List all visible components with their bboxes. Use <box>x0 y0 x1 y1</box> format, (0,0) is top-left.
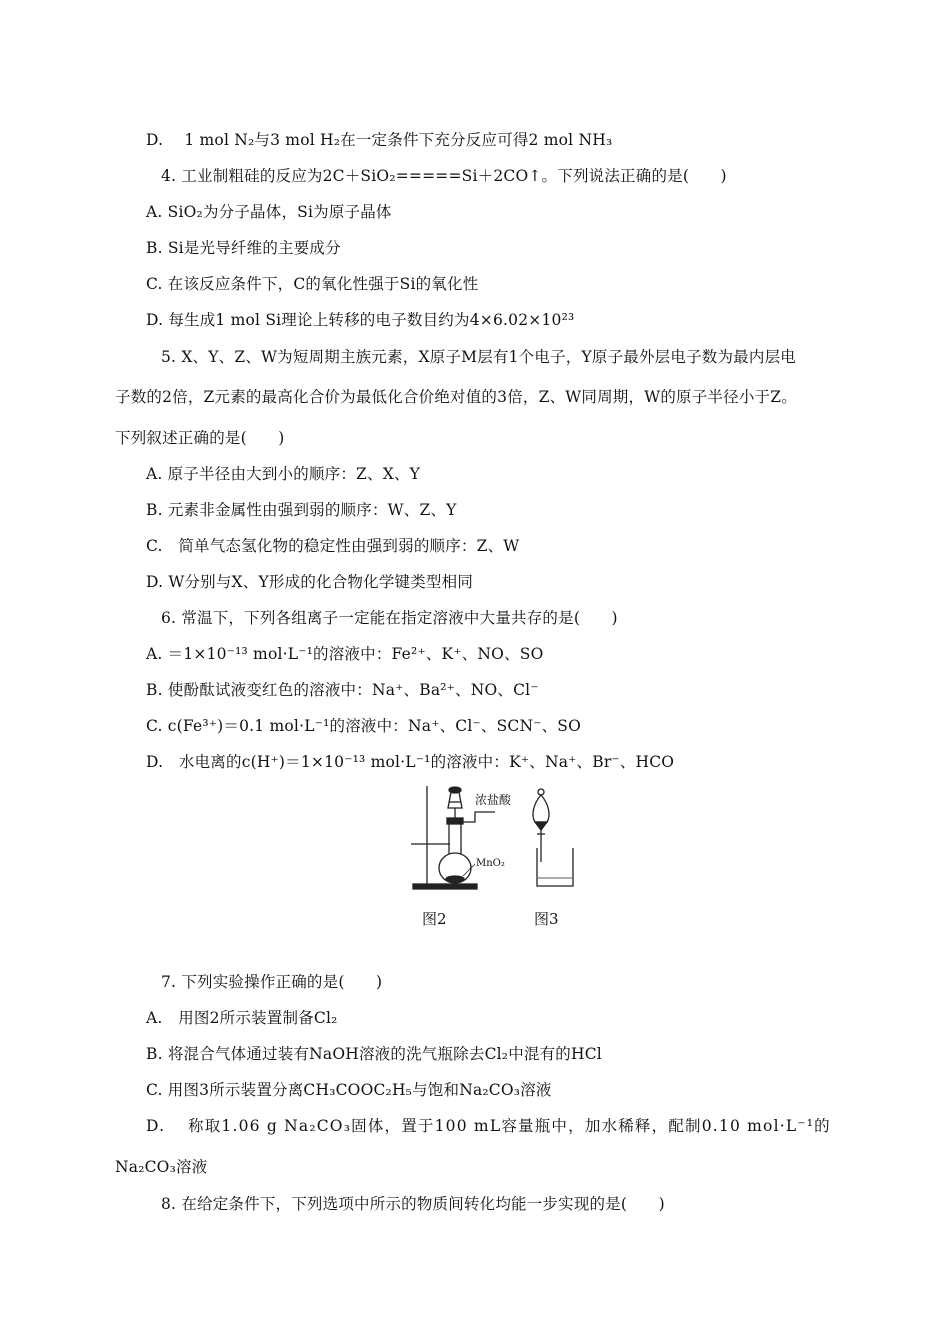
q7-option-a: A. 用图2所示装置制备Cl₂ <box>146 1009 338 1027</box>
q5-option-b: B. 元素非金属性由强到弱的顺序：W、Z、Y <box>146 501 457 519</box>
caption-figure-2: 图2 <box>422 910 447 928</box>
q6-option-c: C. c(Fe³⁺)＝0.1 mol·L⁻¹的溶液中：Na⁺、Cl⁻、SCN⁻、SO <box>146 717 582 735</box>
caption-figure-3: 图3 <box>534 910 559 928</box>
q6-option-b: B. 使酚酞试液变红色的溶液中：Na⁺、Ba²⁺、NO、Cl⁻ <box>146 681 539 699</box>
q5-option-c: C. 简单气态氢化物的稳定性由强到弱的顺序：Z、W <box>146 537 520 555</box>
q3-option-d <box>146 128 612 150</box>
q7-stem: 7. 下列实验操作正确的是( ) <box>161 973 383 991</box>
q5-stem-line3: 下列叙述正确的是( ) <box>115 429 285 447</box>
apparatus-diagrams <box>405 782 605 902</box>
q3-option-d-letter: D. <box>146 131 164 149</box>
q4-option-b: B. Si是光导纤维的主要成分 <box>146 239 341 257</box>
q4-option-a: A. SiO₂为分子晶体，Si为原子晶体 <box>146 203 392 221</box>
label-mno2: MnO₂ <box>476 858 505 869</box>
q7-option-d-line1: D. 称取1.06 g Na₂CO₃固体，置于100 mL容量瓶中，加水稀释，配制0.10 mol·L⁻¹的 <box>146 1117 831 1135</box>
dropping-funnel <box>448 792 462 808</box>
q6-stem: 6. 常温下，下列各组离子一定能在指定溶液中大量共存的是( ) <box>161 609 618 627</box>
q6-option-a: A. ＝1×10⁻¹³ mol·L⁻¹的溶液中：Fe²⁺、K⁺、NO、SO <box>146 645 544 663</box>
mno2-solid <box>446 876 464 882</box>
q7-option-c: C. 用图3所示装置分离CH₃COOC₂H₅与饱和Na₂CO₃溶液 <box>146 1081 552 1099</box>
stopper <box>447 818 463 824</box>
q4-option-d: D. 每生成1 mol Si理论上转移的电子数目约为4×6.02×10²³ <box>146 311 575 329</box>
q5-stem-line1: 5. X、Y、Z、W为短周期主族元素，X原子M层有1个电子，Y原子最外层电子数为最内层电 <box>161 348 796 366</box>
q4-option-c: C. 在该反应条件下，C的氧化性强于Si的氧化性 <box>146 275 479 293</box>
q7-option-d-line2: Na₂CO₃溶液 <box>115 1158 208 1176</box>
q3-option-d-text: 1 mol N₂与3 mol H₂在一定条件下充分反应可得2 mol NH₃ <box>184 131 613 149</box>
q5-option-a: A. 原子半径由大到小的顺序：Z、X、Y <box>146 465 421 483</box>
beaker <box>537 848 573 886</box>
delivery-tube <box>461 812 495 822</box>
figure-3-apparatus <box>533 789 573 886</box>
separatory-funnel <box>533 795 549 822</box>
q7-option-b: B. 将混合气体通过装有NaOH溶液的洗气瓶除去Cl₂中混有的HCl <box>146 1045 602 1063</box>
q6-option-d: D. 水电离的c(H⁺)＝1×10⁻¹³ mol·L⁻¹的溶液中：K⁺、Na⁺、Br⁻、HCO <box>146 753 675 771</box>
q5-stem-line2: 子数的2倍，Z元素的最高化合价为最低化合价绝对值的3倍，Z、W同周期，W的原子半径小于Z。 <box>115 388 797 406</box>
label-concentrated-hcl: 浓盐酸 <box>475 793 512 807</box>
stand-base <box>413 884 477 889</box>
apparatus-figure <box>405 782 605 932</box>
q5-option-d: D. W分别与X、Y形成的化合物化学键类型相同 <box>146 573 474 591</box>
q4-stem: 4. 工业制粗硅的反应为2C＋SiO₂=====Si＋2CO↑。下列说法正确的是( ) <box>161 167 727 185</box>
q8-stem: 8. 在给定条件下，下列选项中所示的物质间转化均能一步实现的是( ) <box>161 1195 665 1213</box>
